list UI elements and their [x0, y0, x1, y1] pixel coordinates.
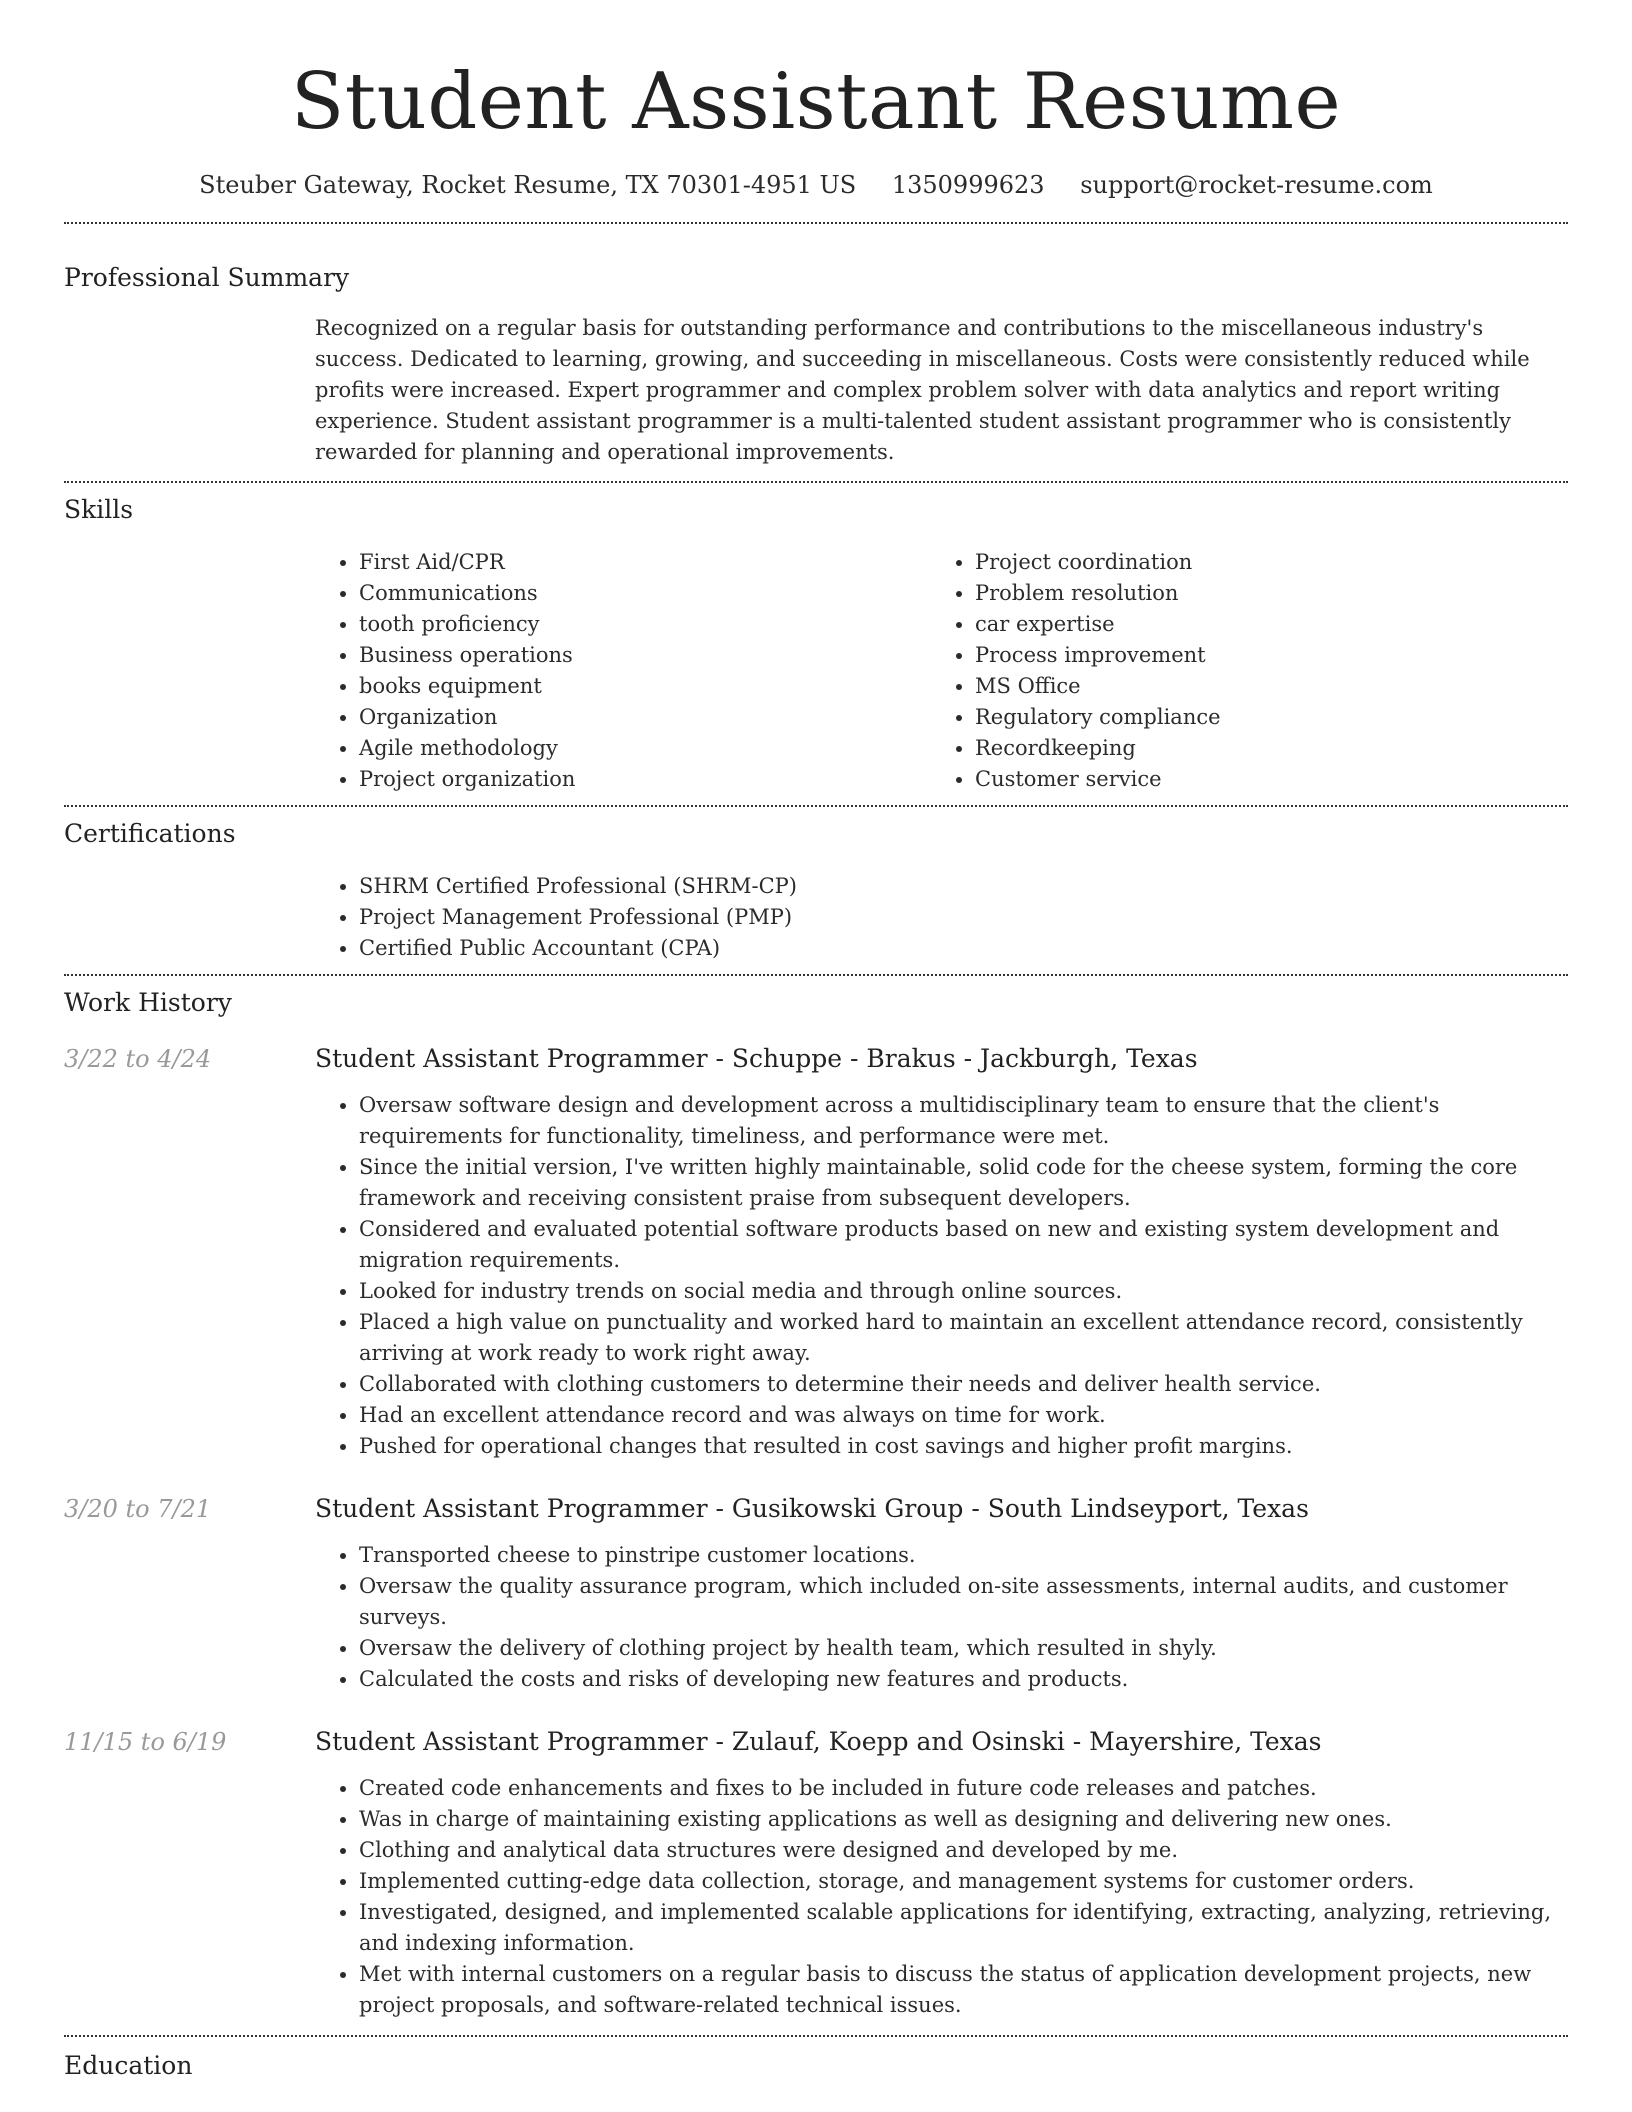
divider	[64, 222, 1568, 224]
job-bullet: • Was in charge of maintaining existing applications as well as designing and delivering new ones.	[359, 1804, 1568, 1835]
section-title-certifications: Certifications	[64, 819, 236, 848]
job-bullet: • Had an excellent attendance record and was always on time for work.	[359, 1400, 1568, 1431]
skill-item: • First Aid/CPR	[359, 547, 931, 578]
skill-item: • Process improvement	[975, 640, 1547, 671]
section-skills	[64, 493, 1568, 795]
certifications-list	[315, 871, 1568, 964]
resume-name: Student Assistant Resume	[290, 57, 1342, 147]
contact-email: support@rocket-resume.com	[1080, 171, 1433, 199]
skill-item: • Business operations	[359, 640, 931, 671]
job-dates: 11/15 to 6/19	[64, 1728, 227, 1756]
job-dates: 3/20 to 7/21	[64, 1495, 212, 1523]
skill-item: • Agile methodology	[359, 733, 931, 764]
section-title-summary: Professional Summary	[64, 263, 350, 292]
job-bullet: • Oversaw the quality assurance program, which included on-site assessments, internal audits, and customer surveys.	[359, 1571, 1568, 1633]
summary-text: Recognized on a regular basis for outstanding performance and contributions to the miscellaneous industry's success. Dedicated to learning, growing, and succeeding in miscellaneous. Costs were consistently reduced while profits were increased. Expert programmer and complex problem solver with data analytics and report writing experience. Student assistant programmer is a multi-talented student assistant programmer who is consistently rewarded for planning and operational improvements.	[315, 316, 1530, 464]
job-bullet: • Calculated the costs and risks of developing new features and products.	[359, 1664, 1568, 1695]
section-summary	[64, 261, 1568, 468]
job-bullets	[315, 1090, 1568, 1462]
skill-item: • tooth proficiency	[359, 609, 931, 640]
job-bullet: • Clothing and analytical data structures were designed and developed by me.	[359, 1835, 1568, 1866]
job-title: Student Assistant Programmer - Gusikowski Group - South Lindseyport, Texas	[315, 1494, 1309, 1523]
job-bullet: • Collaborated with clothing customers to determine their needs and deliver health service.	[359, 1369, 1568, 1400]
job-entry	[64, 1725, 1568, 2021]
section-education	[64, 2049, 1568, 2083]
job-bullet: • Looked for industry trends on social media and through online sources.	[359, 1276, 1568, 1307]
resume-page	[64, 0, 1568, 2083]
skills-content	[315, 547, 1568, 795]
job-bullet: • Oversaw the delivery of clothing project by health team, which resulted in shyly.	[359, 1633, 1568, 1664]
skill-item: • Recordkeeping	[975, 733, 1547, 764]
section-certifications	[64, 817, 1568, 964]
divider	[64, 974, 1568, 976]
job-bullet: • Investigated, designed, and implemented scalable applications for identifying, extracting, analyzing, retrieving, and indexing information.	[359, 1897, 1568, 1959]
job-bullet: • Implemented cutting-edge data collection, storage, and management systems for customer orders.	[359, 1866, 1568, 1897]
skills-list-right	[931, 547, 1547, 795]
job-bullet: • Transported cheese to pinstripe customer locations.	[359, 1540, 1568, 1571]
skill-item: • car expertise	[975, 609, 1547, 640]
certification-item: • Certified Public Accountant (CPA)	[359, 933, 1568, 964]
job-bullet: • Created code enhancements and fixes to be included in future code releases and patches.	[359, 1773, 1568, 1804]
contact-address: Steuber Gateway, Rocket Resume, TX 70301-4951 US	[199, 171, 857, 199]
divider	[64, 481, 1568, 483]
job-bullet: • Since the initial version, I've written highly maintainable, solid code for the cheese system, forming the core framework and receiving consistent praise from subsequent developers.	[359, 1152, 1568, 1214]
divider	[64, 2035, 1568, 2037]
summary-content	[315, 313, 1568, 468]
divider	[64, 805, 1568, 807]
job-bullet: • Considered and evaluated potential software products based on new and existing system development and migration requirements.	[359, 1214, 1568, 1276]
contact-line	[64, 168, 1568, 202]
job-bullet: • Pushed for operational changes that resulted in cost savings and higher profit margins.	[359, 1431, 1568, 1462]
job-bullet: • Oversaw software design and development across a multidisciplinary team to ensure that the client's requirements for functionality, timeliness, and performance were met.	[359, 1090, 1568, 1152]
job-title: Student Assistant Programmer - Schuppe - Brakus - Jackburgh, Texas	[315, 1044, 1198, 1073]
job-entry	[64, 1042, 1568, 1462]
section-work-history	[64, 986, 1568, 2021]
skill-item: • Project coordination	[975, 547, 1547, 578]
certification-item: • Project Management Professional (PMP)	[359, 902, 1568, 933]
skill-item: • Communications	[359, 578, 931, 609]
skill-item: • books equipment	[359, 671, 931, 702]
job-bullet: • Met with internal customers on a regular basis to discuss the status of application development projects, new project proposals, and software-related technical issues.	[359, 1959, 1568, 2021]
skill-item: • Project organization	[359, 764, 931, 795]
skill-item: • Regulatory compliance	[975, 702, 1547, 733]
section-title-education: Education	[64, 2051, 193, 2080]
skills-list-left	[315, 547, 931, 795]
section-title-work-history: Work History	[64, 988, 232, 1017]
job-bullets	[315, 1773, 1568, 2021]
job-bullets	[315, 1540, 1568, 1695]
job-dates: 3/22 to 4/24	[64, 1045, 212, 1073]
skill-item: • MS Office	[975, 671, 1547, 702]
section-title-skills: Skills	[64, 495, 134, 524]
certifications-content	[315, 871, 1568, 964]
contact-phone: 1350999623	[891, 171, 1045, 199]
skill-item: • Problem resolution	[975, 578, 1547, 609]
skill-item: • Organization	[359, 702, 931, 733]
skill-item: • Customer service	[975, 764, 1547, 795]
certification-item: • SHRM Certified Professional (SHRM-CP)	[359, 871, 1568, 902]
job-title: Student Assistant Programmer - Zulauf, Koepp and Osinski - Mayershire, Texas	[315, 1727, 1322, 1756]
job-entry	[64, 1492, 1568, 1695]
job-bullet: • Placed a high value on punctuality and worked hard to maintain an excellent attendance record, consistently arriving at work ready to work right away.	[359, 1307, 1568, 1369]
